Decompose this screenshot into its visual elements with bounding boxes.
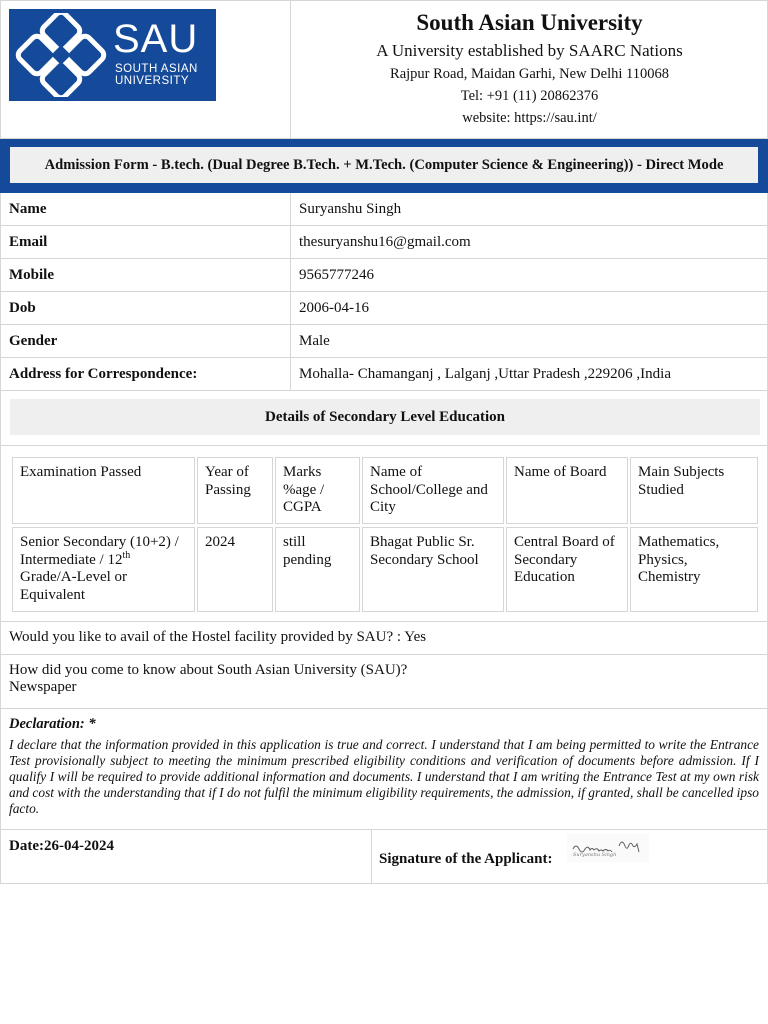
- table-cell-board: Central Board of Secondary Education: [506, 527, 628, 612]
- field-row-dob: [0, 292, 768, 325]
- signature-label: Signature of the Applicant:: [379, 851, 553, 867]
- table-cell-subjects: Mathematics, Physics, Chemistry: [630, 527, 758, 612]
- field-row-address: [0, 358, 768, 391]
- field-value: Suryanshu Singh: [299, 201, 402, 217]
- table-header-exam: Examination Passed: [12, 457, 195, 524]
- field-row-gender: [0, 325, 768, 358]
- field-label: Email: [9, 234, 48, 250]
- source-answer: Newspaper: [9, 679, 77, 695]
- header: [0, 0, 768, 139]
- field-value: Male: [299, 333, 330, 349]
- field-value: thesuryanshu16@gmail.com: [299, 234, 471, 250]
- university-website: website: https://sau.int/: [462, 110, 597, 126]
- field-row-email: [0, 226, 768, 259]
- field-value: 9565777246: [299, 267, 374, 283]
- university-phone: Tel: +91 (11) 20862376: [460, 88, 599, 104]
- logo-name: [115, 63, 198, 87]
- form-title: Admission Form - B.tech. (Dual Degree B.Tech. + M.Tech. (Computer Science & Engineering)) - Direct Mode: [10, 147, 758, 183]
- university-subtitle: A University established by SAARC Nations: [376, 41, 683, 60]
- table-cell-year: 2024: [197, 527, 273, 612]
- field-label: Name: [9, 201, 47, 217]
- declaration-block: [0, 709, 768, 830]
- university-info: [291, 1, 768, 140]
- declaration-title: Declaration: *: [9, 716, 96, 732]
- education-section: [0, 391, 768, 446]
- form-footer: [0, 830, 768, 884]
- university-address: Rajpur Road, Maidan Garhi, New Delhi 110068: [390, 66, 669, 82]
- sau-emblem-icon: [13, 13, 109, 97]
- declaration-text: I declare that the information provided in this application is true and correct. I understand that I am being permitted to write the Entrance Test provisionally subject to meeting the minimum prescribed eligibility conditions and verification of documents before admission. If I qualify I will be required to provide additional information and documents. I understand that I am writing the Entrance Test at my own risk and cost with the understanding that if I do not fulfil the minimum eligibility requirements, the admission, if granted, shall be cancelled ipso facto.: [9, 737, 759, 816]
- form-title-bar: [0, 139, 768, 193]
- signature-text: Suryanshu Singh: [573, 852, 617, 858]
- field-value: 2006-04-16: [299, 300, 369, 316]
- logo-name-line-1: SOUTH ASIAN: [115, 63, 198, 75]
- sau-logo: [9, 9, 216, 101]
- table-header-board: Name of Board: [506, 457, 628, 524]
- field-value: Mohalla- Chamanganj , Lalganj ,Uttar Pradesh ,229206 ,India: [299, 366, 671, 382]
- signature-image: [567, 834, 649, 862]
- table-cell-school: Bhagat Public Sr. Secondary School: [362, 527, 504, 612]
- table-cell-marks: still pending: [275, 527, 360, 612]
- source-question: How did you come to know about South Asian University (SAU)?: [9, 662, 408, 678]
- field-label: Mobile: [9, 267, 54, 283]
- logo-cell: [1, 1, 291, 140]
- logo-abbreviation: SAU: [113, 17, 199, 61]
- table-header-subjects: Main Subjects Studied: [630, 457, 758, 524]
- field-label: Address for Correspondence:: [9, 366, 198, 382]
- education-heading: Details of Secondary Level Education: [10, 399, 760, 435]
- field-row-mobile: [0, 259, 768, 292]
- table-header-marks: Marks %age / CGPA: [275, 457, 360, 524]
- university-title: South Asian University: [416, 10, 643, 35]
- education-table: [0, 446, 768, 622]
- table-header-year: Year of Passing: [197, 457, 273, 524]
- field-label: Gender: [9, 333, 58, 349]
- form-date: Date:26-04-2024: [9, 838, 114, 854]
- field-label: Dob: [9, 300, 36, 316]
- logo-name-line-2: UNIVERSITY: [115, 75, 190, 87]
- hostel-answer: Would you like to avail of the Hostel facility provided by SAU? : Yes: [0, 622, 768, 655]
- field-row-name: [0, 193, 768, 226]
- table-header-school: Name of School/College and City: [362, 457, 504, 524]
- source-block: [0, 655, 768, 709]
- table-cell-exam: Senior Secondary (10+2) / Intermediate / 12th Grade/A-Level or Equivalent: [12, 527, 195, 612]
